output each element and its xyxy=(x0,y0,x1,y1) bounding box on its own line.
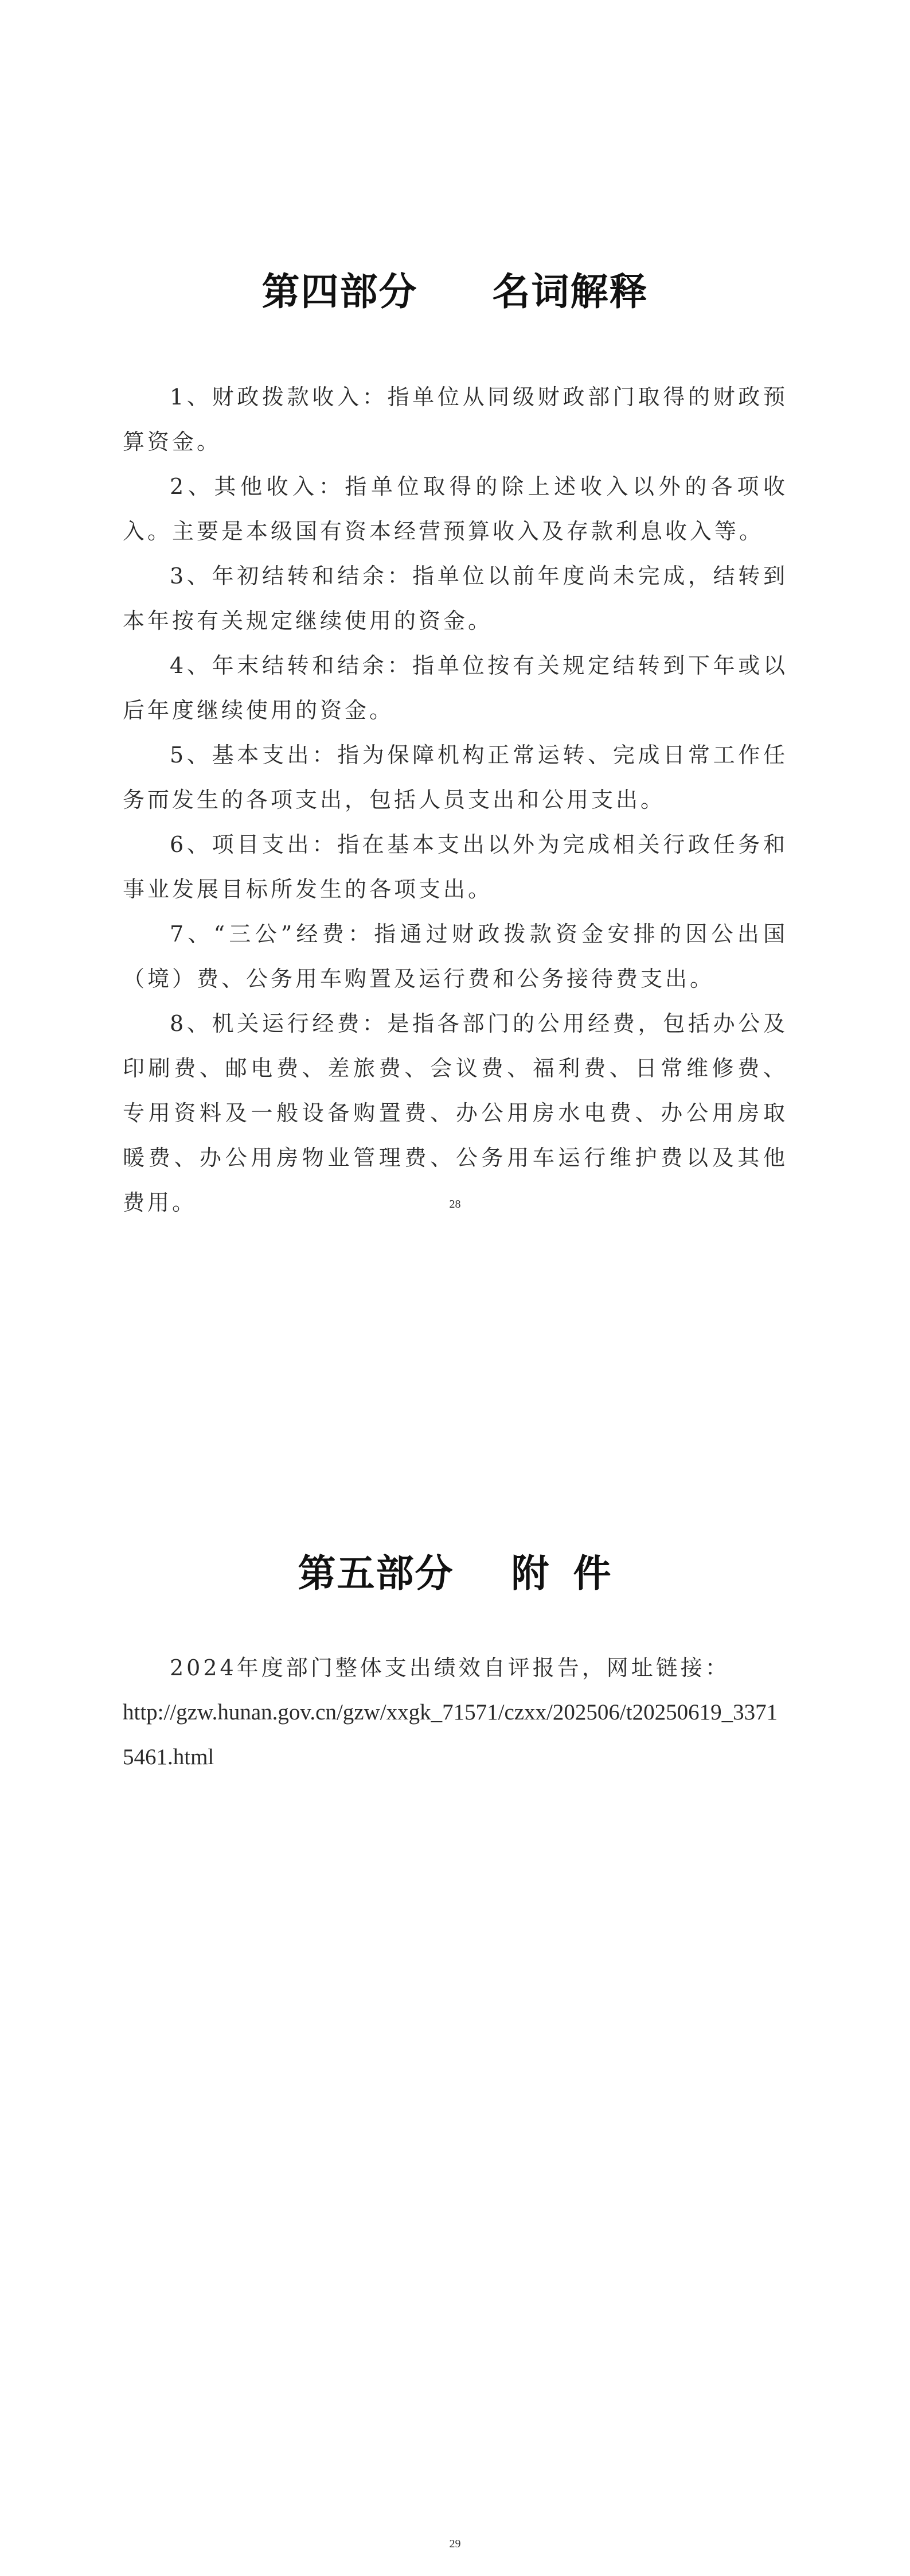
heading-part-label: 第四部分 xyxy=(261,270,418,314)
glossary-item: 6、项目支出：指在基本支出以外为完成相关行政任务和事业发展目标所发生的各项支出。 xyxy=(123,832,788,902)
glossary-item: 7、“三公”经费：指通过财政拨款资金安排的因公出国（境）费、公务用车购置及运行费和公务接待费支出。 xyxy=(123,921,788,991)
glossary-list xyxy=(123,375,788,1225)
attachment-intro: 2024年度部门整体支出绩效自评报告，网址链接： xyxy=(170,1655,730,1680)
attachment-section xyxy=(123,1645,788,1780)
heading-title: 名词解释 xyxy=(492,270,649,314)
page-number: 28 xyxy=(449,1198,461,1211)
glossary-item: 3、年初结转和结余：指单位以前年度尚未完成，结转到本年按有关规定继续使用的资金。 xyxy=(123,563,788,633)
attachment-link[interactable]: http://gzw.hunan.gov.cn/gzw/xxgk_71571/czxx/202506/t20250619_33715461.html xyxy=(123,1700,778,1769)
page-number: 29 xyxy=(449,2538,461,2550)
glossary-item: 5、基本支出：指为保障机构正常运转、完成日常工作任务而发生的各项支出，包括人员支出和公用支出。 xyxy=(123,742,788,812)
heading-part-label: 第五部分 xyxy=(298,1551,454,1596)
glossary-item: 8、机关运行经费：是指各部门的公用经费，包括办公及印刷费、邮电费、差旅费、会议费、福利费、日常维修费、专用资料及一般设备购置费、办公用房水电费、办公用房取暖费、办公用房物业管理费、公务用车运行维护费以及其他费用。 xyxy=(123,1011,788,1215)
heading-title-char: 件 xyxy=(573,1551,612,1596)
section-heading-part-five xyxy=(0,1543,910,1597)
glossary-item: 4、年末结转和结余：指单位按有关规定结转到下年或以后年度继续使用的资金。 xyxy=(123,653,788,723)
glossary-item: 1、财政拨款收入：指单位从同级财政部门取得的财政预算资金。 xyxy=(123,384,788,454)
glossary-item: 2、其他收入：指单位取得的除上述收入以外的各项收入。主要是本级国有资本经营预算收入及存款利息收入等。 xyxy=(123,474,788,544)
page-29 xyxy=(0,1288,910,2576)
section-heading-part-four xyxy=(0,261,910,316)
heading-title-char: 附 xyxy=(511,1551,550,1596)
